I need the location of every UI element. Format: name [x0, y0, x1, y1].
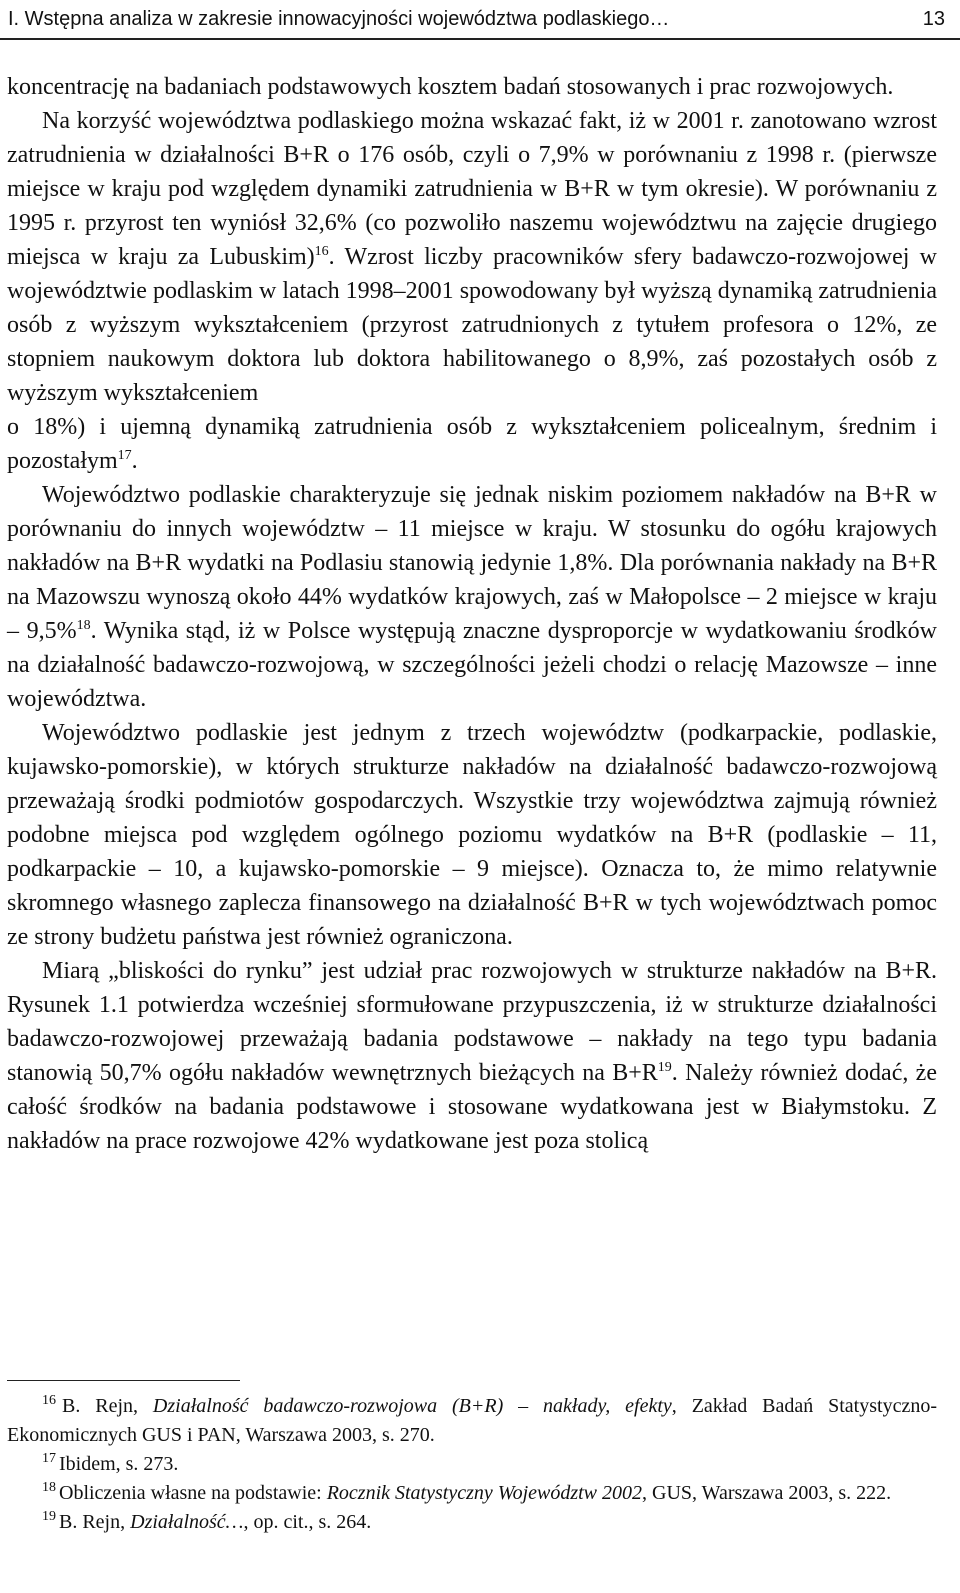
- paragraph-1: [7, 70, 937, 104]
- paragraph-5-text-a: Miarą „bliskości do rynku” jest udział prac rozwojowych w strukturze nakładów na B+R. Rysunek 1.1 potwierdza wcześniej sformułowane przypuszczenia, iż w strukturze działalności badawczo-rozwojowej przeważają badania podstawowe – nakłady na tego typu badania stanowią 50,7% ogółu nakładów wewnętrznych bieżących na B+R: [7, 958, 937, 1086]
- footnotes: [7, 1392, 937, 1537]
- footnote-18: [7, 1479, 937, 1508]
- paragraph-2-text-d: .: [131, 448, 138, 474]
- footnote-text: , GUS, Warszawa 2003, s. 222.: [642, 1482, 892, 1504]
- paragraph-2-continued: [7, 410, 937, 478]
- paragraph-4: [7, 716, 937, 954]
- running-header: [0, 0, 960, 40]
- paragraph-3: [7, 478, 937, 716]
- footnote-text: , op. cit., s. 264.: [243, 1511, 372, 1533]
- footnote-title: Działalność badawczo-rozwojowa (B+R) – nakłady, efekty: [152, 1395, 672, 1417]
- footnote-text: B. Rejn,: [62, 1395, 153, 1417]
- paragraph-3-text-b: . Wynika stąd, iż w Polsce występują znaczne dysproporcje w wydatkowaniu środków na działalność badawczo-rozwojową, w szczególności jeżeli chodzi o relację Mazowsze – inne województwa.: [7, 618, 937, 712]
- footnote-separator: [7, 1380, 240, 1381]
- page-number: 13: [922, 7, 945, 30]
- footnote-number: 16: [42, 1393, 56, 1409]
- paragraph-2-text-a: Na korzyść województwa podlaskiego można wskazać fakt, iż w 2001 r. zanotowano wzrost zatrudnienia w działalności B+R o 176 osób, czyli o 7,9% w porównaniu z 1998 r. (pierwsze miejsce w kraju pod względem dynamiki zatrudnienia w B+R w tym okresie). W porównaniu z 1995 r. przyrost ten wyniósł 32,6% (co pozwoliło naszemu województwu na zajęcie drugiego miejsca w kraju za Lubuskim): [7, 108, 937, 270]
- footnote-text: B. Rejn,: [59, 1511, 131, 1533]
- paragraph-5: [7, 954, 937, 1158]
- footnote-ref-19[interactable]: 19: [657, 1060, 672, 1075]
- footnote-16: [7, 1392, 937, 1450]
- footnote-number: 17: [42, 1451, 56, 1467]
- paragraph-2: [7, 104, 937, 410]
- paragraph-5-text-b: . Należy również dodać, że całość środków na badania podstawowe i stosowane wydatkowana jest w Białymstoku. Z nakładów na prace rozwojowe 42% wydatkowane jest poza stolicą: [7, 1060, 937, 1154]
- footnote-title: Rocznik Statystyczny Województw 2002: [326, 1482, 643, 1504]
- footnote-number: 18: [42, 1480, 56, 1496]
- paragraph-2-text-c: o 18%) i ujemną dynamiką zatrudnienia osób z wykształceniem policealnym, średnim i pozostałym: [7, 414, 937, 474]
- body-text: [7, 70, 937, 1158]
- footnote-number: 19: [42, 1509, 56, 1525]
- footnote-19: [7, 1508, 937, 1537]
- paragraph-2-text-b: . Wzrost liczby pracowników sfery badawczo-rozwojowej w województwie podlaskim w latach 1998–2001 spowodowany był wyższą dynamiką zatrudnienia osób z wyższym wykształceniem (przyrost zatrudnionych z tytułem profesora o 12%, ze stopniem naukowym doktora lub doktora habilitowanego o 8,9%, zaś pozostałych osób z wyższym wykształceniem: [7, 244, 937, 406]
- running-header-title: I. Wstępna analiza w zakresie innowacyjności województwa podlaskiego…: [8, 7, 670, 30]
- footnote-ref-17[interactable]: 17: [117, 448, 132, 463]
- paragraph-3-text-a: Województwo podlaskie charakteryzuje się jednak niskim poziomem nakładów na B+R w porównaniu do innych województw – 11 miejsce w kraju. W stosunku do ogółu krajowych nakładów na B+R wydatki na Podlasiu stanowią jedynie 1,8%. Dla porównania nakłady na B+R na Mazowszu wynoszą około 44% wydatków krajowych, zaś w Małopolsce – 2 miejsce w kraju – 9,5%: [7, 482, 937, 644]
- footnote-title: Działalność…: [130, 1511, 244, 1533]
- footnote-text: Obliczenia własne na podstawie:: [59, 1482, 327, 1504]
- paragraph-4-text: Województwo podlaskie jest jednym z trzech województw (podkarpackie, podlaskie, kujawsko-pomorskie), w których strukturze nakładów na działalność badawczo-rozwojową przeważają środki podmiotów gospodarczych. Wszystkie trzy województwa zajmują również podobne miejsca pod względem ogólnego poziomu wydatków na B+R (podlaskie – 11, podkarpackie – 10, a kujawsko-pomorskie – 9 miejsce). Oznacza to, że mimo relatywnie skromnego własnego zaplecza finansowego na działalność B+R w tych województwach pomoc ze strony budżetu państwa jest również ograniczona.: [7, 720, 937, 950]
- paragraph-1-text: koncentrację na badaniach podstawowych kosztem badań stosowanych i prac rozwojowych.: [7, 74, 894, 100]
- footnote-ref-16[interactable]: 16: [314, 244, 329, 259]
- footnote-text: , Zakład Badań Statystyczno-Ekonomicznych GUS i PAN, Warszawa 2003, s. 270.: [7, 1395, 937, 1446]
- footnote-17: [7, 1450, 937, 1479]
- footnote-text: Ibidem, s. 273.: [59, 1453, 179, 1475]
- footnote-ref-18[interactable]: 18: [76, 618, 91, 633]
